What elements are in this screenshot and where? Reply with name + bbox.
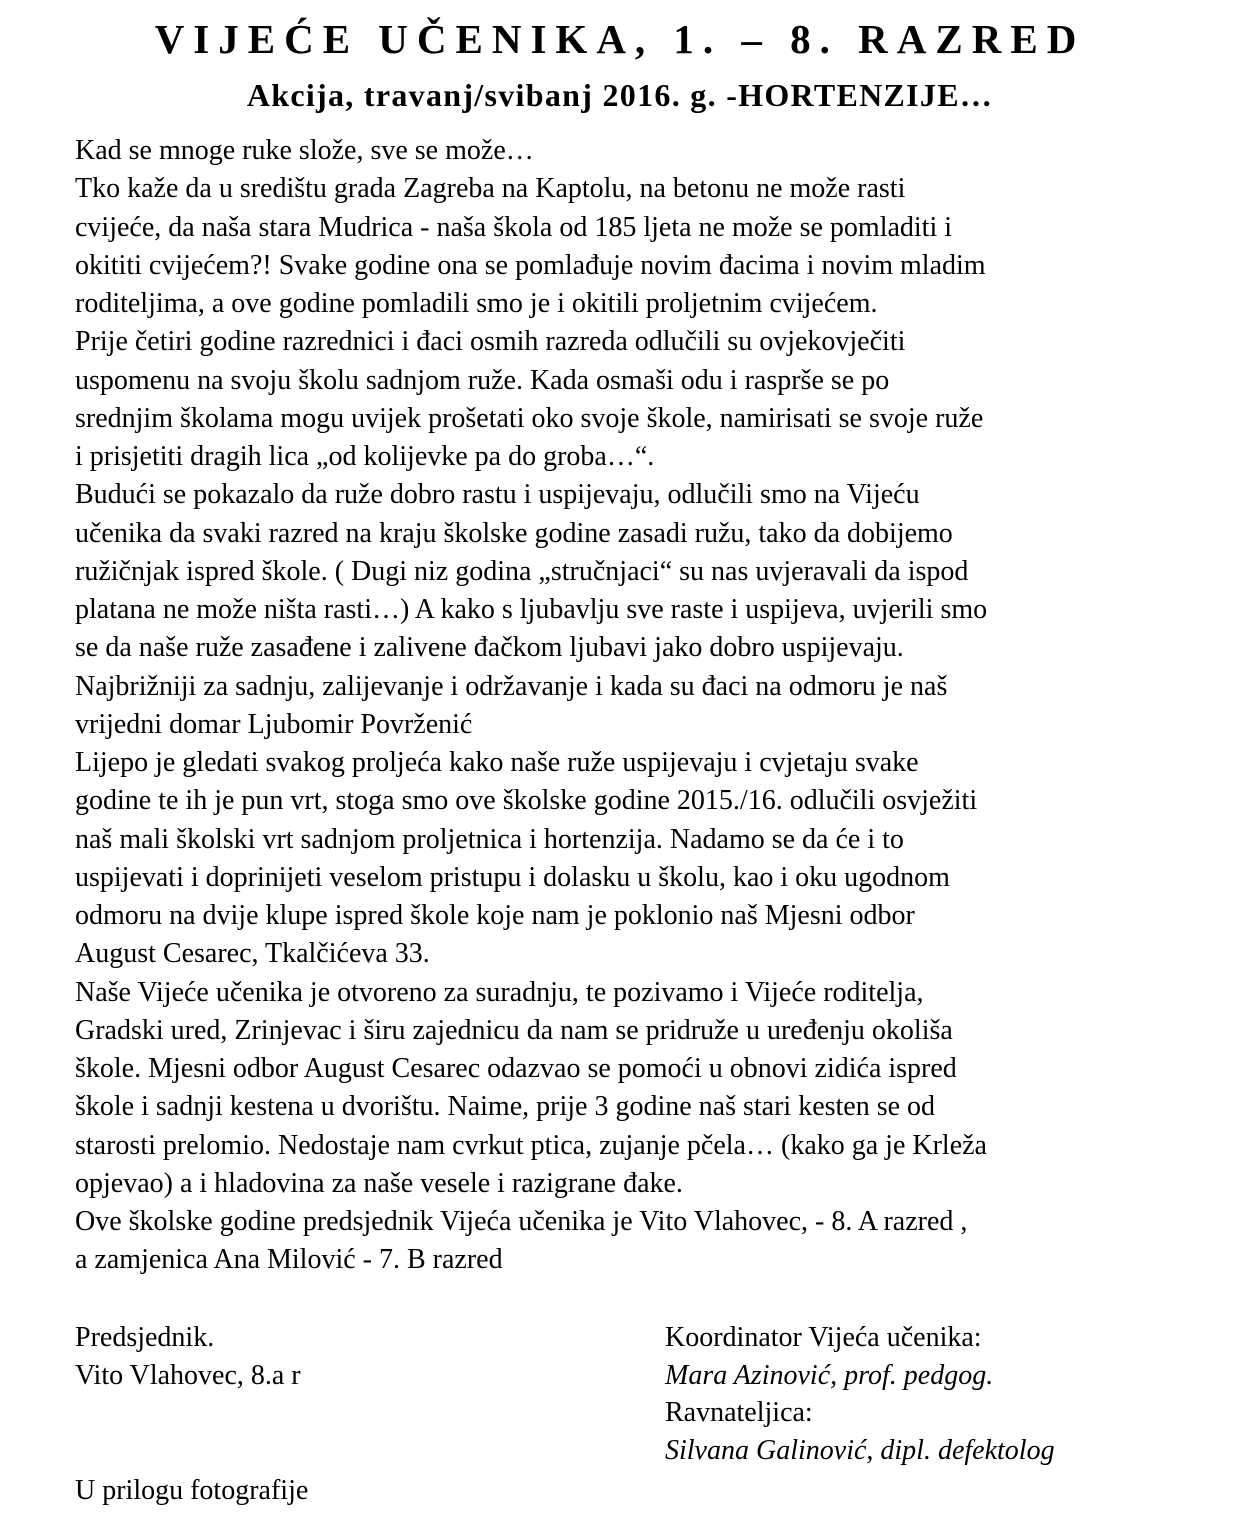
body-line: roditeljima, a ove godine pomladili smo je i okitili proljetnim cvijećem. bbox=[75, 288, 878, 319]
body-line: August Cesarec, Tkalčićeva 33. bbox=[75, 938, 430, 970]
body-line: Gradski ured, Zrinjevac i širu zajednicu da nam se pridruže u uređenju okoliša bbox=[75, 1014, 953, 1046]
body-line: Prije četiri godine razrednici i đaci osmih razreda odlučili su ovjekovječiti bbox=[75, 326, 906, 358]
body-line: naš mali školski vrt sadnjom proljetnica i hortenzija. Nadamo se da će i to bbox=[75, 823, 904, 855]
principal-role: Ravnateljica: bbox=[665, 1397, 813, 1428]
body-line: škole. Mjesni odbor August Cesarec odazvao se pomoći u obnovi zidića ispred bbox=[75, 1053, 957, 1084]
body-line: Najbrižniji za sadnju, zalijevanje i održavanje i kada su đaci na odmoru je naš bbox=[75, 670, 948, 702]
body-line: i prisjetiti dragih lica „od kolijevke pa do groba…“. bbox=[75, 441, 655, 472]
body-line: Kad se mnoge ruke slože, sve se može… bbox=[75, 135, 534, 166]
body-line: vrijedni domar Ljubomir Povrženić bbox=[75, 708, 473, 740]
body-line: odmoru na dvije klupe ispred škole koje nam je poklonio naš Mjesni odbor bbox=[75, 900, 915, 931]
principal-name: Silvana Galinović, dipl. defektolog bbox=[665, 1434, 1055, 1466]
body-line: Budući se pokazalo da ruže dobro rastu i uspijevaju, odlučili smo na Vijeću bbox=[75, 479, 920, 511]
body-line: ružičnjak ispred škole. ( Dugi niz godina „stručnjaci“ su nas uvjeravali da ispod bbox=[75, 555, 969, 587]
body-line: Ove školske godine predsjednik Vijeća učenika je Vito Vlahovec, - 8. A razred , bbox=[75, 1206, 968, 1237]
body-text bbox=[75, 132, 1195, 1280]
body-line: Lijepo je gledati svakog proljeća kako naše ruže uspijevaju i cvjetaju svake bbox=[75, 747, 919, 778]
body-line: uspijevati i doprinijeti veselom pristupu i dolasku u školu, kao i oku ugodnom bbox=[75, 861, 950, 893]
body-line: opjevao) a i hladovina za naše vesele i razigrane đake. bbox=[75, 1167, 683, 1199]
attachment-note: U prilogu fotografije bbox=[75, 1475, 309, 1506]
body-line: starosti prelomio. Nedostaje nam cvrkut ptica, zujanje pčela… (kako ga je Krleža bbox=[75, 1129, 987, 1161]
body-line: okititi cvijećem?! Svake godine ona se pomlađuje novim đacima i novim mladim bbox=[75, 249, 986, 281]
president-role: Predsjednik. bbox=[75, 1322, 215, 1353]
body-line: uspomenu na svoju školu sadnjom ruže. Kada osmaši odu i raspršе se po bbox=[75, 364, 890, 396]
body-line: a zamjenica Ana Milović - 7. B razred bbox=[75, 1244, 503, 1276]
body-line: Tko kaže da u središtu grada Zagreba na Kaptolu, na betonu ne može rasti bbox=[75, 173, 906, 205]
body-line: platana ne može ništa rasti…) A kako s ljubavlju sve raste i uspijeva, uvjerili smo bbox=[75, 594, 988, 625]
president-name: Vito Vlahovec, 8.a r bbox=[75, 1359, 301, 1391]
body-line: godine te ih je pun vrt, stoga smo ove školske godine 2015./16. odlučili osvježiti bbox=[75, 785, 978, 817]
body-line: učenika da svaki razred na kraju školske godine zasadi ružu, tako da dobijemo bbox=[75, 517, 953, 549]
document-subtitle: Akcija, travanj/svibanj 2016. g. -HORTENZIJE… bbox=[246, 77, 994, 113]
coordinator-role: Koordinator Vijeća učenika: bbox=[665, 1322, 982, 1353]
body-line: se da naše ruže zasađene i zalivene đačkom ljubavi jako dobro uspijevaju. bbox=[75, 632, 904, 664]
body-line: Naše Vijeće učenika je otvoreno za suradnju, te pozivamo i Vijeće roditelja, bbox=[75, 976, 924, 1008]
body-line: srednjim školama mogu uvijek prošetati oko svoje škole, namirisati se svoje ruže bbox=[75, 402, 984, 434]
body-line: škole i sadnji kestena u dvorištu. Naime, prije 3 godine naš stari kesten se od bbox=[75, 1091, 936, 1123]
body-line: cvijeće, da naša stara Mudrica - naša škola od 185 ljeta ne može se pomladiti i bbox=[75, 211, 953, 243]
coordinator-name: Mara Azinović, prof. pedgog. bbox=[665, 1359, 994, 1391]
document-title: VIJEĆE UČENIKA, 1. – 8. RAZRED bbox=[154, 16, 1086, 62]
signature-president bbox=[75, 1319, 301, 1394]
signature-coordinator bbox=[665, 1319, 1055, 1469]
